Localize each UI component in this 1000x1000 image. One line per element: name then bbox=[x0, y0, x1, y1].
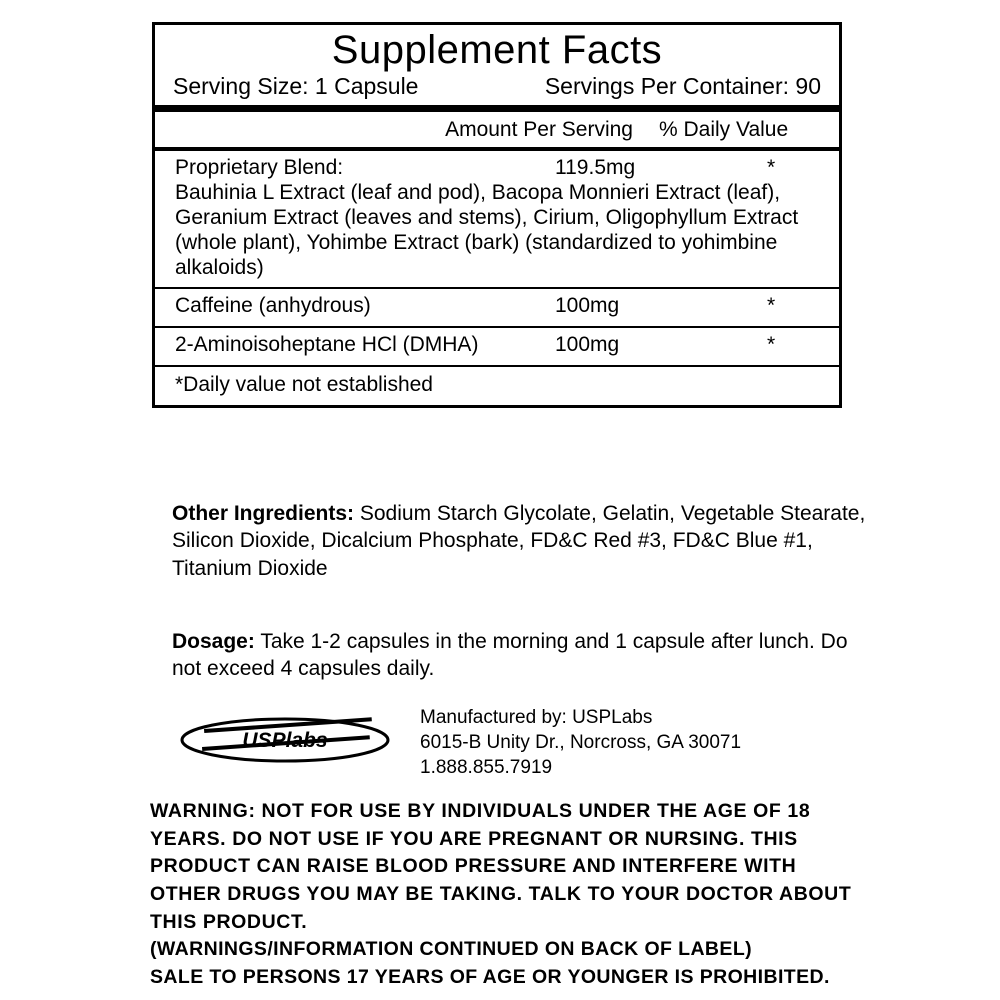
nutrient-amount: 100mg bbox=[555, 294, 620, 318]
manufacturer-block bbox=[420, 705, 741, 780]
nutrient-row bbox=[155, 328, 839, 365]
other-ingredients-paragraph bbox=[172, 500, 872, 582]
nutrient-daily-value: * bbox=[767, 333, 776, 357]
manufacturer-phone: 1.888.855.7919 bbox=[420, 757, 553, 779]
warning-text: WARNING: NOT FOR USE BY INDIVIDUALS UNDER THE AGE OF 18 YEARS. DO NOT USE IF YOU ARE PREGNANT OR NURSING. THIS PRODUCT CAN RAISE BLOOD PRESSURE AND INTERFERE WITH OTHER DRUGS YOU MAY BE TAKING. TALK TO YOUR DOCTOR ABOUT THIS PRODUCT. bbox=[150, 800, 852, 933]
nutrient-daily-value: * bbox=[767, 155, 776, 179]
svg-text:USPlabs: USPlabs bbox=[242, 729, 328, 752]
continued-line-1: (WARNINGS/INFORMATION CONTINUED ON BACK OF LABEL) bbox=[150, 938, 753, 960]
dosage-heading: Dosage: bbox=[172, 630, 255, 653]
manufacturer-line-1: Manufactured by: USPLabs bbox=[420, 707, 653, 728]
daily-value-footnote: *Daily value not established bbox=[175, 372, 433, 396]
other-ingredients-heading: Other Ingredients: bbox=[172, 502, 355, 525]
supplement-facts-panel bbox=[152, 22, 842, 408]
continued-line-2: SALE TO PERSONS 17 YEARS OF AGE OR YOUNGER IS PROHIBITED. bbox=[150, 965, 830, 988]
nutrient-row bbox=[155, 289, 839, 326]
panel-divider-thick bbox=[155, 105, 839, 112]
nutrient-name: Proprietary Blend: bbox=[175, 155, 344, 179]
serving-info-row bbox=[155, 73, 839, 105]
manufacturer-address: 6015-B Unity Dr., Norcross, GA 30071 bbox=[420, 732, 742, 754]
nutrient-name: Caffeine (anhydrous) bbox=[175, 294, 371, 318]
column-header-row bbox=[155, 112, 839, 146]
nutrient-row bbox=[155, 151, 839, 288]
column-header-daily-value: % Daily Value bbox=[659, 118, 789, 142]
dosage-text: Take 1-2 capsules in the morning and 1 capsule after lunch. Do not exceed 4 capsules daily. bbox=[172, 630, 848, 681]
supplement-facts-title: Supplement Facts bbox=[331, 28, 663, 72]
nutrient-description: Bauhinia L Extract (leaf and pod), Bacopa Monnieri Extract (leaf), Geranium Extract (leaves and stems), Cirium, Oligophyllum Extract (whole plant), Yohimbe Extract (bark) (standardized to yohimbine alkaloids) bbox=[175, 181, 799, 279]
usplabs-logo bbox=[180, 716, 390, 764]
nutrient-daily-value: * bbox=[767, 294, 776, 318]
nutrient-name: 2-Aminoisoheptane HCl (DMHA) bbox=[175, 333, 479, 357]
continued-notice bbox=[150, 936, 880, 991]
nutrient-amount: 100mg bbox=[555, 333, 620, 357]
serving-size-label: Serving Size: 1 Capsule bbox=[173, 73, 419, 99]
nutrient-amount: 119.5mg bbox=[555, 155, 636, 179]
column-header-amount: Amount Per Serving bbox=[445, 118, 633, 142]
dosage-paragraph bbox=[172, 628, 862, 683]
other-ingredients-text: Sodium Starch Glycolate, Gelatin, Vegetable Stearate, Silicon Dioxide, Dicalcium Phosphate, FD&C Red #3, FD&C Blue #1, Titanium Dioxide bbox=[172, 502, 866, 580]
servings-per-container-label: Servings Per Container: 90 bbox=[544, 73, 821, 99]
